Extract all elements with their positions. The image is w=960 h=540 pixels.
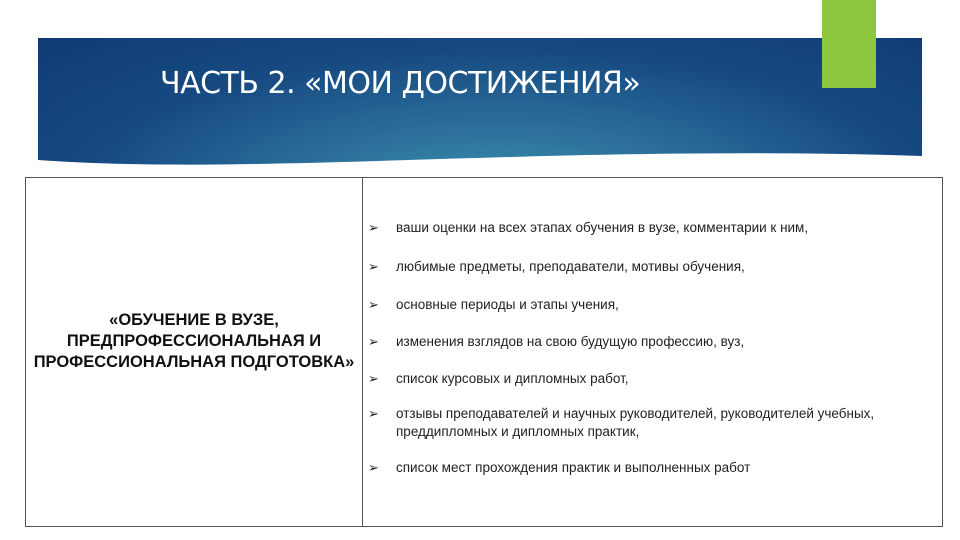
arrowhead-bullet-icon: ➢ [368,220,379,235]
list-item-text: любимые предметы, преподаватели, мотивы обучения, [396,259,745,274]
list-item [368,370,928,388]
accent-bar [822,0,876,88]
list-item-text: список мест прохождения практик и выполненных работ [396,460,751,475]
list-item [368,258,928,276]
list-item-text: список курсовых и дипломных работ, [396,371,629,386]
banner-wave-decoration [38,138,922,178]
list-item [368,219,928,237]
arrowhead-bullet-icon: ➢ [368,371,379,386]
list-item [368,296,928,314]
achievements-list [368,219,928,477]
list-item [368,405,928,441]
arrowhead-bullet-icon: ➢ [368,259,379,274]
slide-title: ЧАСТЬ 2. «МОИ ДОСТИЖЕНИЯ» [160,66,641,101]
section-heading: «ОБУЧЕНИЕ В ВУЗЕ, ПРЕДПРОФЕССИОНАЛЬНАЯ И ПРОФЕССИОНАЛЬНАЯ ПОДГОТОВКА» [33,311,355,371]
list-item [368,333,928,351]
list-item-text: изменения взглядов на свою будущую профессию, вуз, [396,334,745,349]
list-item-text: основные периоды и этапы учения, [396,297,619,312]
arrowhead-bullet-icon: ➢ [368,406,379,421]
title-banner [38,38,922,178]
arrowhead-bullet-icon: ➢ [368,297,379,312]
column-divider [362,178,363,526]
list-item-text: отзывы преподавателей и научных руководителей, руководителей учебных, преддипломных и дипломных практик, [396,406,875,439]
list-item-text: ваши оценки на всех этапах обучения в вузе, комментарии к ним, [396,220,809,235]
arrowhead-bullet-icon: ➢ [368,460,379,475]
list-item [368,459,928,477]
arrowhead-bullet-icon: ➢ [368,334,379,349]
